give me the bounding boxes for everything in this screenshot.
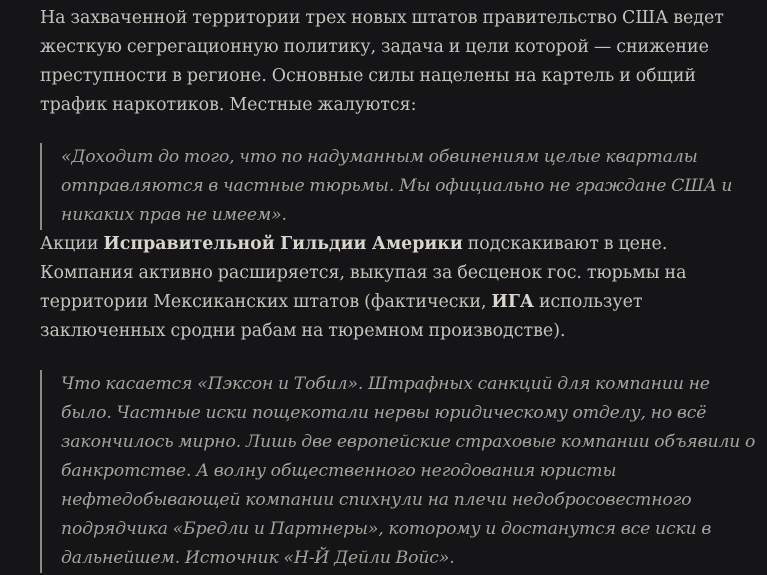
- company-abbr-bold: ИГА: [491, 292, 535, 312]
- paragraph-shares-text-3: использует заключенных сродни рабам на тюремном производстве).: [40, 292, 643, 341]
- paragraph-shares: [40, 230, 757, 346]
- paragraph-shares-text-1: Акции: [40, 234, 104, 254]
- blockquote-paxon-text: Что касается «Пэксон и Тобил». Штрафных санкций для компании не было. Частные иски пощекотали нервы юридическому отделу, но всё закончилось мирно. Лишь две европейские страховые компании объявили о банкротстве. А волну общественного негодования юристы нефтедобывающей компании спихнули на плечи недобросовестного подрядчика «Бредли и Партнеры», которому и достанутся все иски в дальнейшем. Источник «Н-Й Дейли Войс».: [61, 374, 756, 568]
- paragraph-shares-text-2: подскакивают в цене. Компания активно расширяется, выкупая за бесценок гос. тюрьмы на территории Мексиканских штатов (фактически,: [40, 234, 687, 312]
- blockquote-paxon: [40, 370, 757, 573]
- blockquote-residents-text: «Доходит до того, что по надуманным обвинениям целые кварталы отправляются в частные тюрьмы. Мы официально не граждане США и никаких прав не имеем».: [61, 147, 733, 225]
- paragraph-intro: На захваченной территории трех новых штатов правительство США ведет жесткую сегрегационную политику, задача и цели которой — снижение преступности в регионе. Основные силы нацелены на картель и общий трафик наркотиков. Местные жалуются:: [40, 8, 724, 115]
- company-name-bold: Исправительной Гильдии Америки: [103, 234, 463, 254]
- blockquote-residents: [40, 143, 757, 230]
